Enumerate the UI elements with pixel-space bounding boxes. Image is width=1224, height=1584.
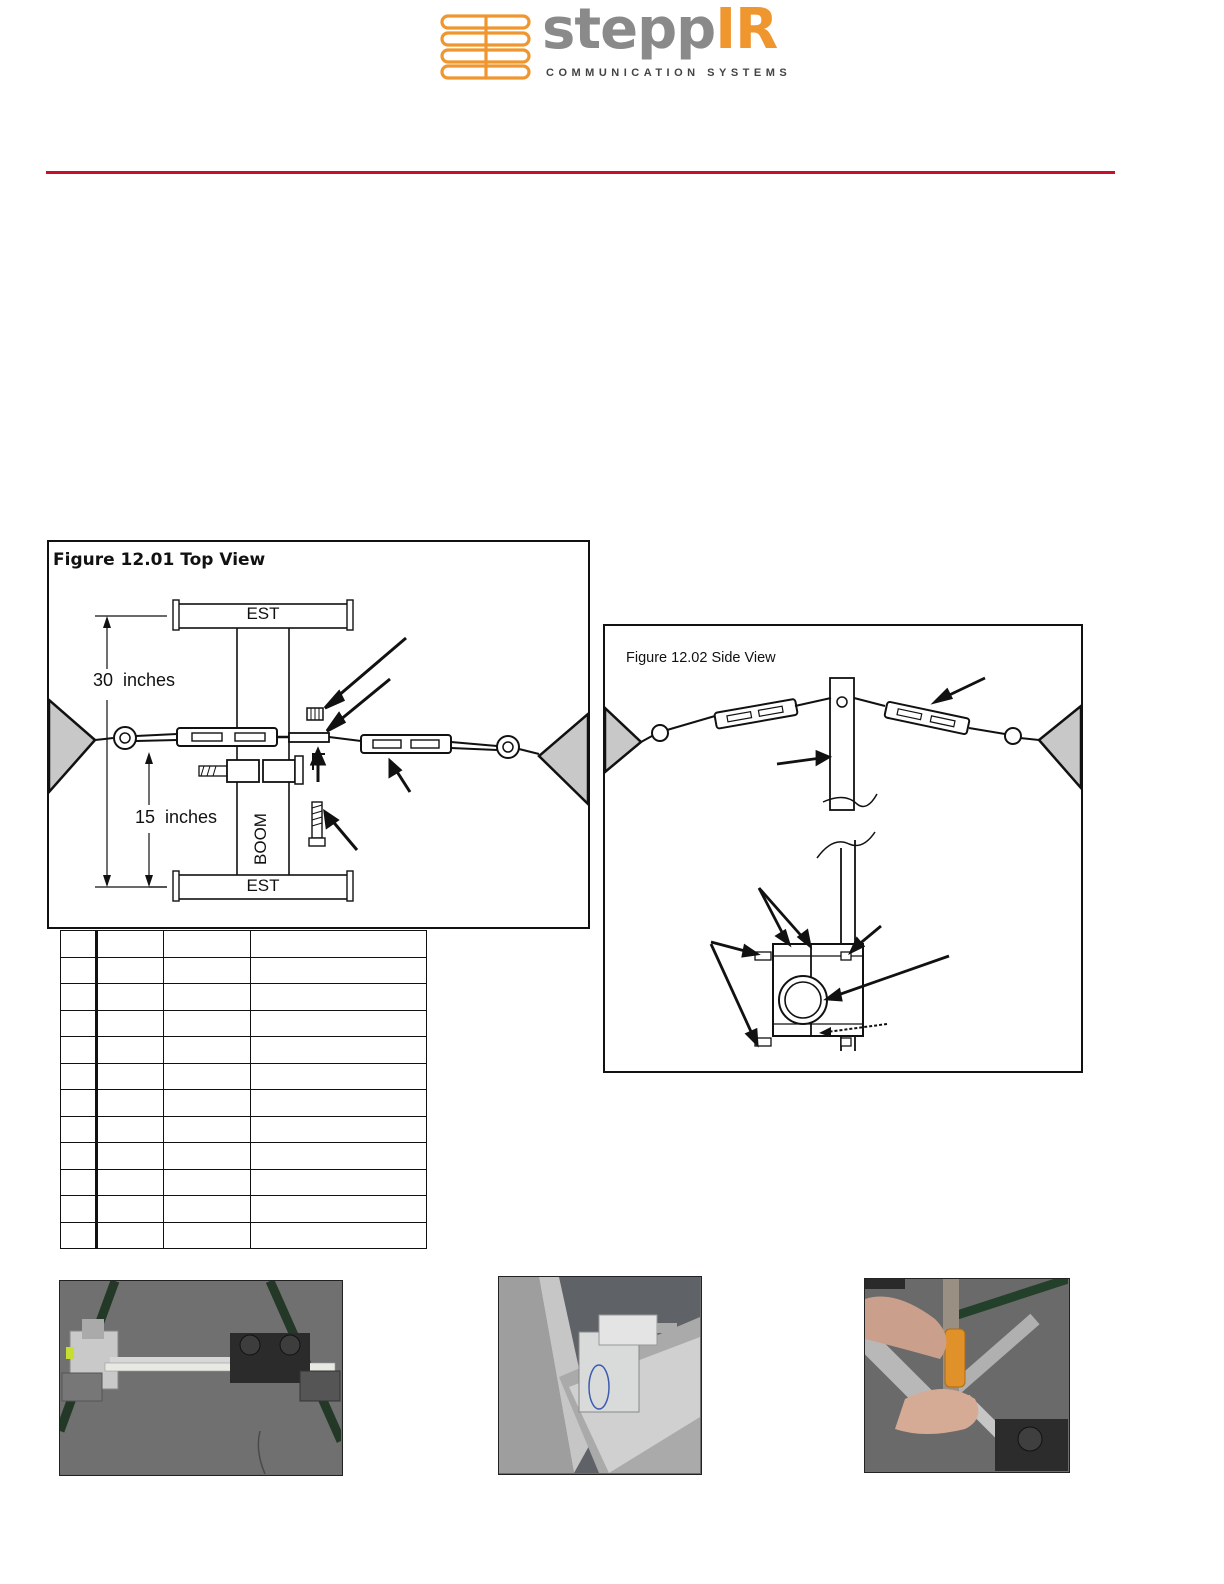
table-row xyxy=(61,1037,427,1064)
figure-side-title: Figure 12.02 Side View xyxy=(626,650,776,666)
bottom-element-label: EST xyxy=(246,876,280,895)
table-row xyxy=(61,1010,427,1037)
top-view-diagram xyxy=(49,542,588,927)
dimension-15-inches: 15 inches xyxy=(135,807,218,827)
dimension-30-inches: 30 inches xyxy=(93,670,176,690)
table-row xyxy=(61,984,427,1011)
side-view-diagram xyxy=(605,626,1081,1071)
table-row xyxy=(61,1196,427,1223)
boom-measurement-photo xyxy=(59,1280,343,1476)
brand-name: steppIR xyxy=(542,0,778,62)
table-row xyxy=(61,1116,427,1143)
figure-top-title: Figure 12.01 Top View xyxy=(53,550,266,570)
figure-top-view xyxy=(47,540,590,929)
boom-clamp-closeup-photo xyxy=(498,1276,702,1475)
table-row xyxy=(61,1169,427,1196)
top-element-label: EST xyxy=(246,604,280,623)
brand-tagline: COMMUNICATION SYSTEMS xyxy=(546,67,792,79)
parts-table xyxy=(60,930,427,1249)
boom-label: BOOM xyxy=(251,813,270,865)
hands-adjusting-turnbuckle-photo xyxy=(864,1278,1070,1473)
table-row xyxy=(61,1143,427,1170)
table-row xyxy=(61,1063,427,1090)
header-divider xyxy=(46,171,1115,174)
steppir-logo-icon xyxy=(440,14,532,80)
table-row xyxy=(61,1090,427,1117)
figure-side-view xyxy=(603,624,1083,1073)
table-row xyxy=(61,1222,427,1249)
table-row xyxy=(61,957,427,984)
table-row xyxy=(61,931,427,958)
